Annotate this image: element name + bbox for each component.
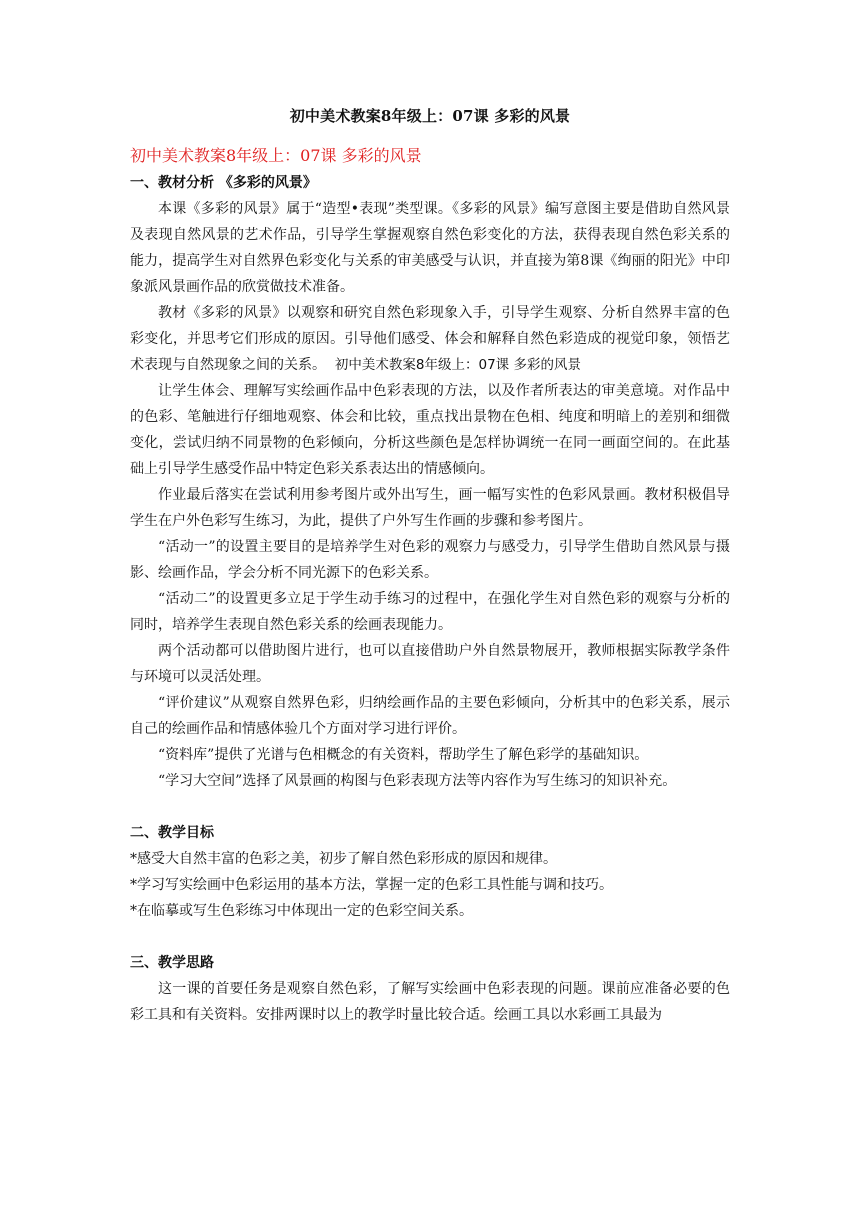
section-heading-teaching-goals: 二、教学目标 [130,825,214,841]
paragraph: 两个活动都可以借助图片进行，也可以直接借助户外自然景物展开，教师根据实际教学条件与环境可以灵活处理。 [130,643,730,685]
spacer [130,924,730,950]
section-heading-textbook-analysis: 一、教材分析 《多彩的风景》 [130,175,317,191]
paragraph-text: 教材《多彩的风景》以观察和研究自然色彩现象入手，引导学生观察、分析自然界丰富的色彩变化，并思考它们形成的原因。引导他们感受、体会和解释自然色彩造成的视觉印象，领悟艺术表现与自然现象之间的关系。 [130,305,730,373]
goal-item: *在临摹或写生色彩练习中体现出一定的色彩空间关系。 [130,903,473,919]
page-title: 初中美术教案8年级上：07课 多彩的风景 [289,107,571,125]
inline-title [326,357,581,373]
red-subtitle: 初中美术教案8年级上：07课 多彩的风景 [130,146,422,165]
goal-item: *感受大自然丰富的色彩之美，初步了解自然色彩形成的原因和规律。 [130,851,557,867]
paragraph: 本课《多彩的风景》属于“造型•表现”类型课。《多彩的风景》编写意图主要是借助自然风景及表现自然风景的艺术作品，引导学生掌握观察自然色彩变化的方法，获得表现自然色彩关系的能力，提高学生对自然界色彩变化与关系的审美感受与认识，并直接为第8课《绚丽的阳光》中印象派风景画作品的欣赏做技术准备。 [130,201,730,295]
paragraph: “活动二”的设置更多立足于学生动手练习的过程中，在强化学生对自然色彩的观察与分析的同时，培养学生表现自然色彩关系的绘画表现能力。 [130,591,730,633]
paragraph: 让学生体会、理解写实绘画作品中色彩表现的方法，以及作者所表达的审美意境。对作品中的色彩、笔触进行仔细地观察、体会和比较，重点找出景物在色相、纯度和明暗上的差别和细微变化，尝试归纳不同景物的色彩倾向，分析这些颜色是怎样协调统一在同一画面空间的。在此基础上引导学生感受作品中特定色彩关系表达出的情感倾向。 [130,383,730,477]
paragraph: 作业最后落实在尝试利用参考图片或外出写生，画一幅写实性的色彩风景画。教材积极倡导学生在户外色彩写生练习，为此，提供了户外写生作画的步骤和参考图片。 [130,487,730,529]
paragraph: “评价建议”从观察自然界色彩，归纳绘画作品的主要色彩倾向，分析其中的色彩关系，展示自己的绘画作品和情感体验几个方面对学习进行评价。 [130,695,730,737]
document-body [130,104,730,1028]
paragraph: “学习大空间”选择了风景画的构图与色彩表现方法等内容作为写生练习的知识补充。 [158,773,677,789]
spacer [130,794,730,820]
section-heading-teaching-approach: 三、教学思路 [130,955,214,971]
paragraph [130,300,730,378]
paragraph: “活动一”的设置主要目的是培养学生对色彩的观察力与感受力，引导学生借助自然风景与摄影、绘画作品，学会分析不同光源下的色彩关系。 [130,539,730,581]
paragraph: “资料库”提供了光谱与色相概念的有关资料，帮助学生了解色彩学的基础知识。 [158,747,649,763]
goal-item: *学习写实绘画中色彩运用的基本方法，掌握一定的色彩工具性能与调和技巧。 [130,877,613,893]
paragraph: 这一课的首要任务是观察自然色彩，了解写实绘画中色彩表现的问题。课前应准备必要的色彩工具和有关资料。安排两课时以上的教学时量比较合适。绘画工具以水彩画工具最为 [130,981,730,1023]
inline-title-text: 初中美术教案8年级上：07课 多彩的风景 [334,357,581,373]
